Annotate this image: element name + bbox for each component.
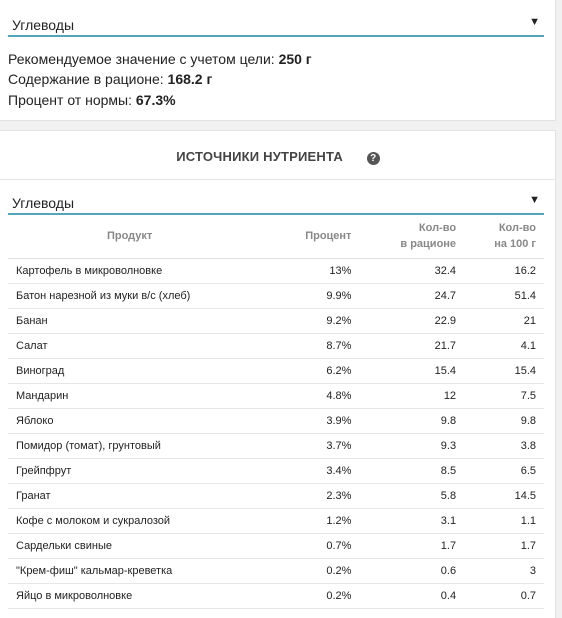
cell-qty: 24.7	[359, 284, 464, 309]
cell-percent: 3.7%	[259, 434, 359, 459]
cell-product: Грейпфрут	[8, 459, 259, 484]
cell-per100: 16.2	[464, 259, 544, 284]
table-row[interactable]	[8, 359, 544, 384]
nutrient-summary-card	[0, 0, 556, 121]
col-qty-line1: Кол-во	[418, 221, 457, 234]
percent-label: Процент от нормы:	[8, 92, 132, 108]
table-row[interactable]	[8, 334, 544, 359]
cell-per100: 0.7	[464, 584, 544, 609]
cell-per100: 6.5	[464, 459, 544, 484]
table-row[interactable]	[8, 384, 544, 409]
cell-percent: 9.9%	[259, 284, 359, 309]
cell-product: Салат	[8, 334, 259, 359]
cell-product: Виноград	[8, 359, 259, 384]
cell-qty: 12	[359, 384, 464, 409]
table-row[interactable]	[8, 259, 544, 284]
nutrient-select-sources[interactable]	[8, 191, 544, 215]
cell-percent: 0.2%	[259, 559, 359, 584]
content-value-line	[8, 71, 212, 87]
cell-per100: 15.4	[464, 359, 544, 384]
nutrient-sources-table	[8, 213, 544, 609]
cell-percent: 6.2%	[259, 359, 359, 384]
recommended-value-line	[8, 51, 312, 67]
table-row[interactable]	[8, 484, 544, 509]
cell-product: Банан	[8, 309, 259, 334]
cell-qty: 0.6	[359, 559, 464, 584]
col-qty-in-diet[interactable]	[359, 213, 464, 259]
cell-qty: 5.8	[359, 484, 464, 509]
cell-per100: 4.1	[464, 334, 544, 359]
col-per100-line2: на 100 г	[494, 237, 536, 250]
cell-product: Яблоко	[8, 409, 259, 434]
cell-product: Кофе с молоком и сукралозой	[8, 509, 259, 534]
cell-percent: 4.8%	[259, 384, 359, 409]
cell-percent: 2.3%	[259, 484, 359, 509]
section-header	[0, 149, 556, 165]
table-row[interactable]	[8, 284, 544, 309]
percent-value-line	[8, 92, 176, 108]
cell-per100: 21	[464, 309, 544, 334]
cell-per100: 7.5	[464, 384, 544, 409]
cell-per100: 1.7	[464, 534, 544, 559]
cell-qty: 9.8	[359, 409, 464, 434]
cell-product: Батон нарезной из муки в/с (хлеб)	[8, 284, 259, 309]
cell-product: Сардельки свиные	[8, 534, 259, 559]
section-divider	[0, 179, 556, 180]
nutrient-sources-card	[0, 130, 556, 618]
cell-percent: 13%	[259, 259, 359, 284]
cell-qty: 21.7	[359, 334, 464, 359]
content-value: 168.2 г	[167, 71, 213, 87]
cell-qty: 32.4	[359, 259, 464, 284]
nutrient-select-value: Углеводы	[12, 17, 75, 33]
table-row[interactable]	[8, 559, 544, 584]
cell-product: Гранат	[8, 484, 259, 509]
cell-percent: 0.7%	[259, 534, 359, 559]
col-product[interactable]: Продукт	[8, 213, 259, 259]
cell-per100: 3.8	[464, 434, 544, 459]
cell-per100: 14.5	[464, 484, 544, 509]
col-per100-line1: Кол-во	[498, 221, 536, 234]
cell-qty: 8.5	[359, 459, 464, 484]
cell-per100: 3	[464, 559, 544, 584]
col-qty-line2: в рационе	[400, 237, 457, 250]
cell-qty: 15.4	[359, 359, 464, 384]
table-header-row	[8, 213, 544, 259]
table-row[interactable]	[8, 534, 544, 559]
col-qty-per-100g[interactable]	[464, 213, 544, 259]
cell-per100: 9.8	[464, 409, 544, 434]
table-row[interactable]	[8, 509, 544, 534]
cell-product: Мандарин	[8, 384, 259, 409]
percent-value: 67.3%	[135, 92, 176, 108]
content-label: Содержание в рационе:	[8, 71, 164, 87]
nutrient-select-top[interactable]	[8, 13, 544, 37]
table-row[interactable]	[8, 459, 544, 484]
chevron-down-icon: ▼	[529, 16, 540, 28]
cell-percent: 3.4%	[259, 459, 359, 484]
cell-qty: 0.4	[359, 584, 464, 609]
cell-qty: 9.3	[359, 434, 464, 459]
cell-percent: 1.2%	[259, 509, 359, 534]
cell-product: Помидор (томат), грунтовый	[8, 434, 259, 459]
cell-percent: 9.2%	[259, 309, 359, 334]
col-percent[interactable]: Процент	[259, 213, 359, 259]
nutrient-select-value: Углеводы	[12, 195, 75, 211]
cell-percent: 3.9%	[259, 409, 359, 434]
table-row[interactable]	[8, 309, 544, 334]
table-row[interactable]	[8, 434, 544, 459]
cell-per100: 1.1	[464, 509, 544, 534]
chevron-down-icon: ▼	[529, 194, 540, 206]
recommended-label: Рекомендуемое значение с учетом цели:	[8, 51, 275, 67]
cell-percent: 0.2%	[259, 584, 359, 609]
cell-per100: 51.4	[464, 284, 544, 309]
cell-product: Картофель в микроволновке	[8, 259, 259, 284]
cell-product: Яйцо в микроволновке	[8, 584, 259, 609]
table-row[interactable]	[8, 409, 544, 434]
recommended-value: 250 г	[278, 51, 312, 67]
cell-qty: 3.1	[359, 509, 464, 534]
table-row[interactable]	[8, 584, 544, 609]
section-title: ИСТОЧНИКИ НУТРИЕНТА	[176, 149, 343, 164]
cell-percent: 8.7%	[259, 334, 359, 359]
cell-qty: 1.7	[359, 534, 464, 559]
cell-product: "Крем-фиш" кальмар-креветка	[8, 559, 259, 584]
help-icon[interactable]: ?	[367, 152, 380, 165]
cell-qty: 22.9	[359, 309, 464, 334]
